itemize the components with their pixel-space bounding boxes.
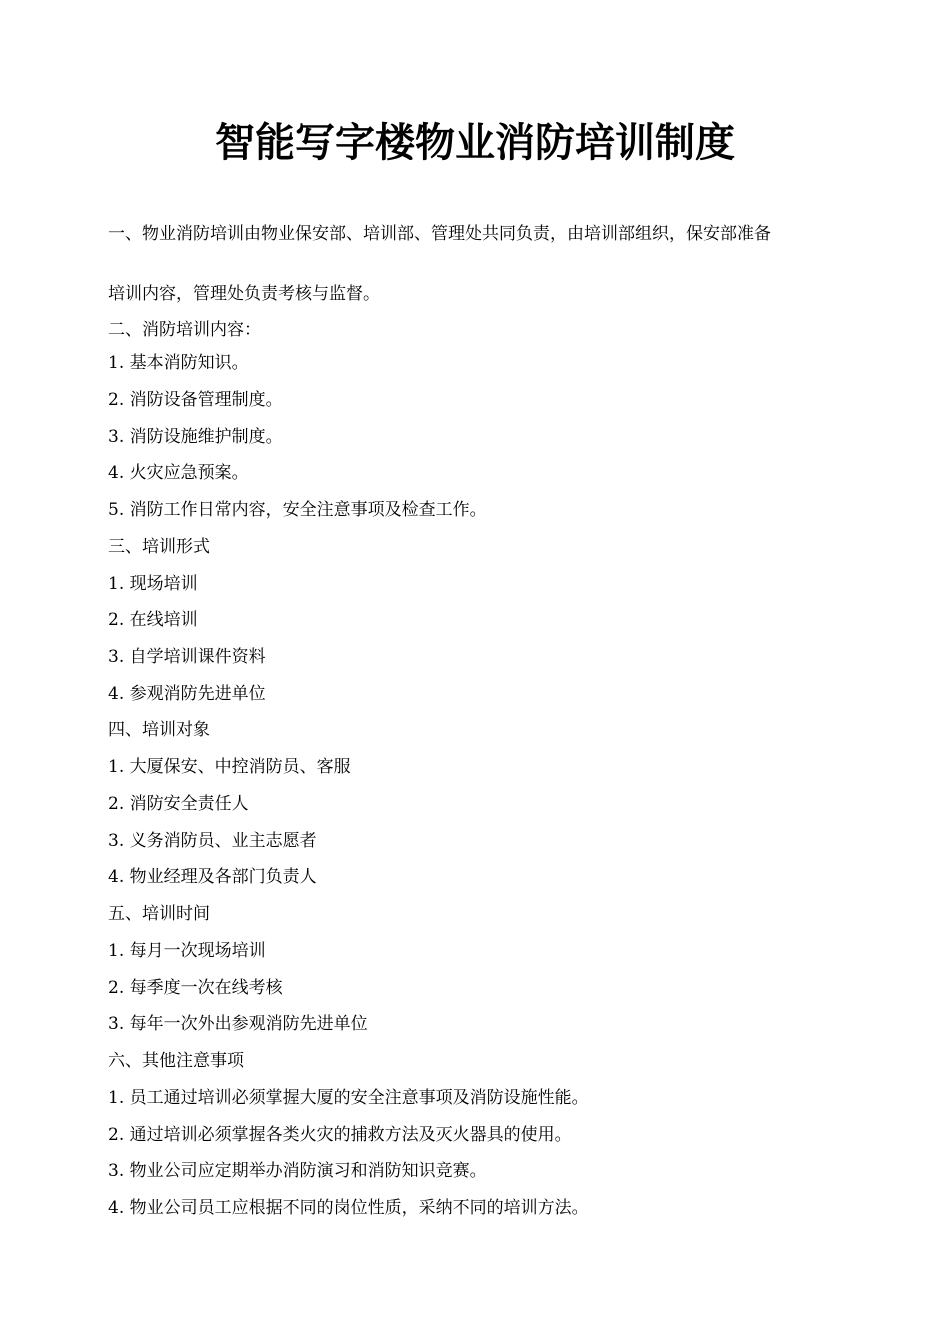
section-heading-notes: 六、其他注意事项	[108, 1051, 244, 1071]
page-title: 智能写字楼物业消防培训制度	[215, 120, 735, 166]
paragraph-intro-continued: 培训内容，管理处负责考核与监督。	[108, 284, 380, 304]
list-item: 2. 消防设备管理制度。	[108, 390, 283, 410]
section-heading-schedule: 五、培训时间	[108, 904, 210, 924]
list-item: 1. 员工通过培训必须掌握大厦的安全注意事项及消防设施性能。	[108, 1088, 589, 1108]
list-item: 2. 通过培训必须掌握各类火灾的捕救方法及灭火器具的使用。	[108, 1125, 572, 1145]
section-heading-content: 二、消防培训内容：	[108, 320, 261, 340]
list-item: 2. 消防安全责任人	[108, 794, 249, 814]
section-heading-format: 三、培训形式	[108, 537, 210, 557]
list-item: 2. 在线培训	[108, 610, 198, 630]
list-item: 5. 消防工作日常内容，安全注意事项及检查工作。	[108, 500, 487, 520]
list-item: 2. 每季度一次在线考核	[108, 978, 283, 998]
list-item: 1. 基本消防知识。	[108, 353, 249, 373]
list-item: 4. 参观消防先进单位	[108, 684, 266, 704]
list-item: 3. 义务消防员、业主志愿者	[108, 831, 317, 851]
list-item: 4. 物业公司员工应根据不同的岗位性质，采纳不同的培训方法。	[108, 1198, 589, 1218]
list-item: 3. 每年一次外出参观消防先进单位	[108, 1014, 368, 1034]
list-item: 3. 消防设施维护制度。	[108, 427, 283, 447]
list-item: 1. 每月一次现场培训	[108, 941, 266, 961]
section-heading-audience: 四、培训对象	[108, 720, 210, 740]
list-item: 1. 大厦保安、中控消防员、客服	[108, 757, 351, 777]
list-item: 4. 物业经理及各部门负责人	[108, 867, 317, 887]
list-item: 3. 物业公司应定期举办消防演习和消防知识竞赛。	[108, 1161, 487, 1181]
paragraph-intro: 一、物业消防培训由物业保安部、培训部、管理处共同负责，由培训部组织，保安部准备	[108, 224, 771, 244]
list-item: 1. 现场培训	[108, 574, 198, 594]
list-item: 4. 火灾应急预案。	[108, 463, 249, 483]
list-item: 3. 自学培训课件资料	[108, 647, 266, 667]
